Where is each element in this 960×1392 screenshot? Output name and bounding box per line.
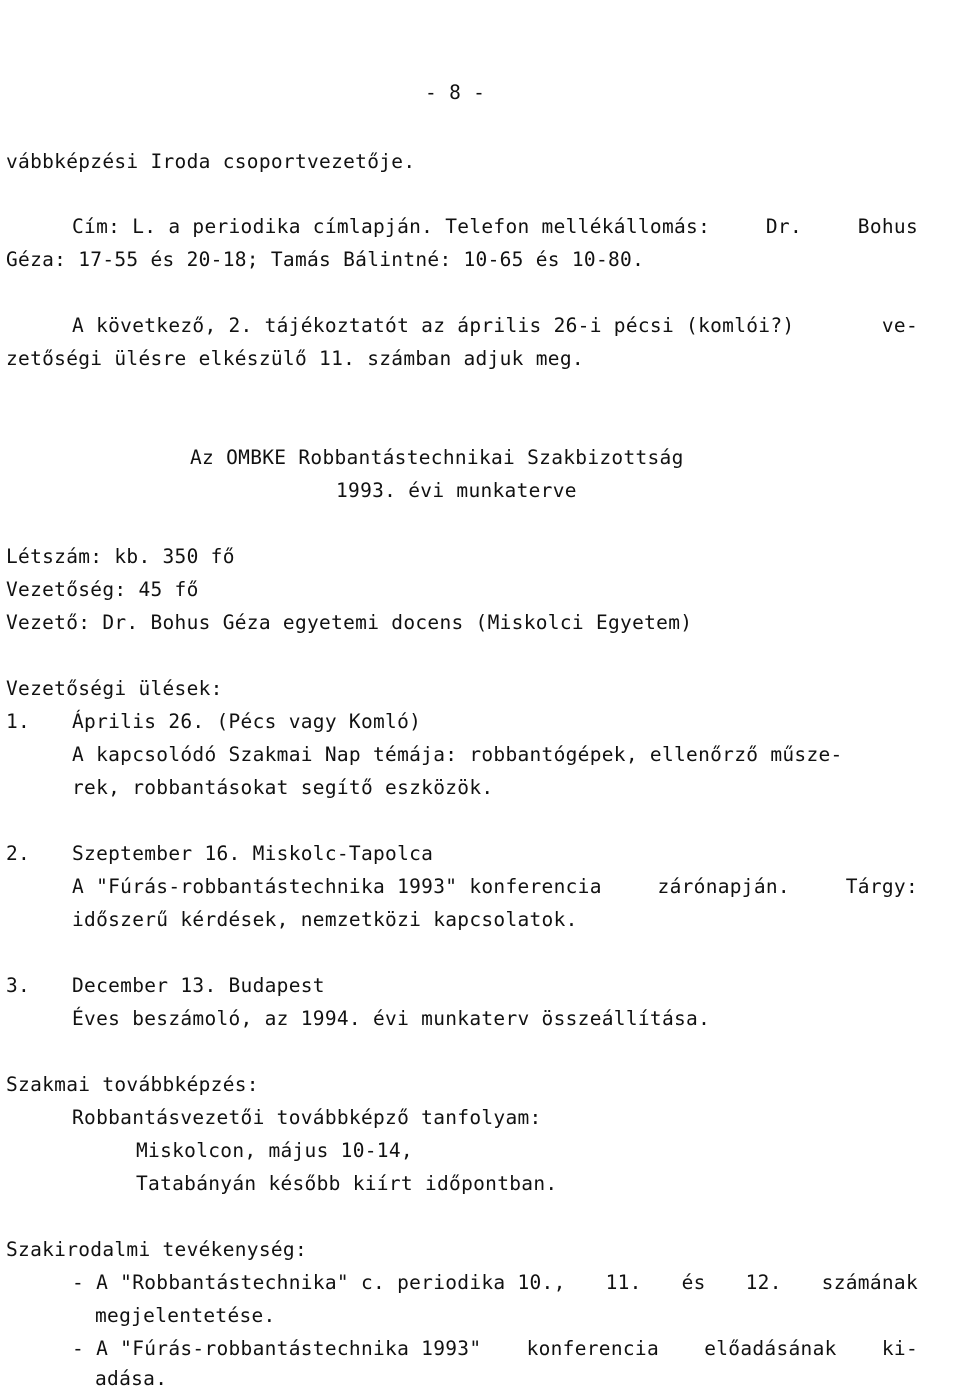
address-text: Cím: L. a periodika címlapján. Telefon mellékállomás:	[72, 215, 711, 238]
next-issue-line-2: zetőségi ülésre elkészülő 11. számban adjuk meg.	[6, 347, 584, 370]
meetings-heading: Vezetőségi ülések:	[6, 677, 223, 700]
plan-title: Az OMBKE Robbantástechnikai Szakbizottság	[190, 446, 684, 469]
meeting-3-line-1: Éves beszámoló, az 1994. évi munkaterv összeállítása.	[72, 1007, 711, 1030]
training-location-2: Tatabányán később kiírt időpontban.	[136, 1172, 558, 1195]
next-issue-line	[72, 313, 918, 339]
literature-item-1	[72, 1270, 918, 1296]
meeting-2-title: Szeptember 16. Miskolc-Tapolca	[72, 842, 434, 865]
literature-item-2-part-2: konferencia	[526, 1337, 660, 1360]
meeting-3-number: 3.	[6, 974, 31, 997]
address-title: Dr.	[765, 215, 803, 238]
training-location-1: Miskolcon, május 10-14,	[136, 1139, 413, 1162]
meeting-2-number: 2.	[6, 842, 31, 865]
meeting-1-title: Április 26. (Pécs vagy Komló)	[72, 710, 422, 733]
meeting-1-line-2: rek, robbantásokat segítő eszközök.	[72, 776, 494, 799]
intro-line-1: vábbképzési Iroda csoportvezetője.	[6, 150, 416, 173]
literature-item-1-part-4: 12.	[745, 1271, 782, 1294]
headcount: Létszám: kb. 350 fő	[6, 545, 235, 568]
meeting-1-line-1: A kapcsolódó Szakmai Nap témája: robbantógépek, ellenőrző műsze-	[72, 743, 843, 766]
literature-heading: Szakirodalmi tevékenység:	[6, 1238, 307, 1261]
meeting-1-number: 1.	[6, 710, 31, 733]
meeting-2-line-1	[72, 874, 918, 900]
literature-item-2	[72, 1336, 918, 1362]
next-issue-hyphen: ve-	[881, 314, 918, 337]
address-line	[72, 214, 918, 240]
literature-item-1-part-1: - A "Robbantástechnika" c. periodika 10.,	[72, 1271, 566, 1294]
literature-item-2-part-1: - A "Fúrás-robbantástechnika 1993"	[72, 1337, 482, 1360]
leader: Vezető: Dr. Bohus Géza egyetemi docens (Miskolci Egyetem)	[6, 611, 693, 634]
next-issue-text: A következő, 2. tájékoztatót az április 26-i pécsi (komlói?)	[72, 314, 795, 337]
literature-item-2-cont: adása.	[95, 1367, 168, 1390]
literature-item-1-cont: megjelentetése.	[95, 1304, 276, 1327]
address-name: Bohus	[857, 215, 918, 238]
meeting-3-title: December 13. Budapest	[72, 974, 325, 997]
literature-item-1-part-3: és	[681, 1271, 706, 1294]
meeting-2-subject-label: Tárgy:	[845, 875, 918, 898]
literature-item-1-part-5: számának	[821, 1271, 918, 1294]
training-course: Robbantásvezetői továbbképző tanfolyam:	[72, 1106, 542, 1129]
meeting-2-closing-day: zárónapján.	[657, 875, 790, 898]
meeting-2-conference: A "Fúrás-robbantástechnika 1993" konferencia	[72, 875, 602, 898]
literature-item-1-part-2: 11.	[605, 1271, 642, 1294]
plan-subtitle: 1993. évi munkaterve	[336, 479, 577, 502]
training-heading: Szakmai továbbképzés:	[6, 1073, 259, 1096]
literature-item-2-part-4: ki-	[881, 1337, 918, 1360]
page-number: - 8 -	[425, 81, 486, 104]
board-size: Vezetőség: 45 fő	[6, 578, 199, 601]
literature-item-2-part-3: előadásának	[704, 1337, 837, 1360]
phones-line: Géza: 17-55 és 20-18; Tamás Bálintné: 10-65 és 10-80.	[6, 248, 645, 271]
meeting-2-line-2: időszerű kérdések, nemzetközi kapcsolatok.	[72, 908, 578, 931]
